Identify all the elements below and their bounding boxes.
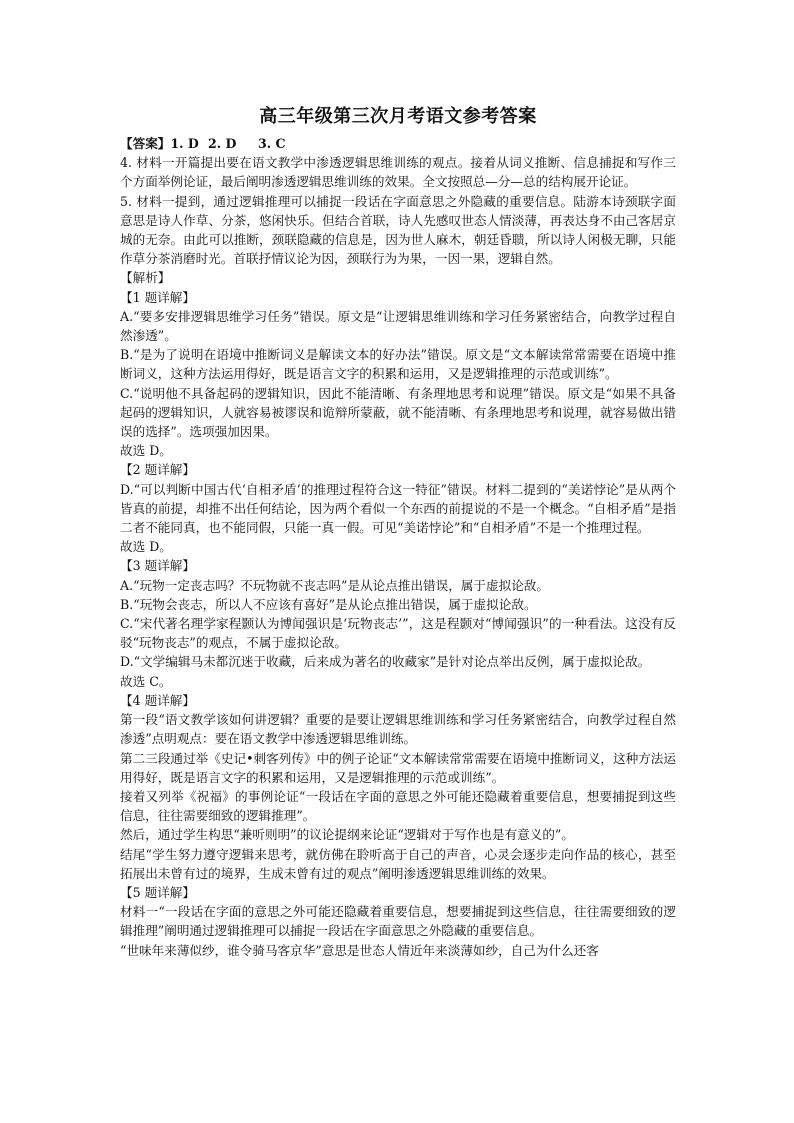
q3-heading: 【3 题详解】 — [120, 558, 195, 574]
q2-option-d: D.“可以判断中国古代‘自相矛盾’的推理过程符合这一特征”错误。材料二提到的“美诺悖论”是从两个皆真的前提，却推不出任何结论，因为两个看似一个东西的前提说的不是一个概念。“自相矛盾”是指二者不能同真，也不能同假，只能一真一假。可见“美诺悖论”和“自相矛盾”不是一个推理过程。 — [120, 481, 676, 536]
q3-option-b: B.“玩物会丧志，所以人不应该有喜好”是从论点推出错误，属于虚拟论敌。 — [120, 596, 537, 612]
q4-paragraph-1: 第一段“语文教学该如何讲逻辑？重要的是要让逻辑思维训练和学习任务紧密结合，向教学过程自然渗透”点明观点：要在语文教学中渗透逻辑思维训练。 — [120, 712, 676, 747]
answer-4-paragraph: 4. 材料一开篇提出要在语文教学中渗透逻辑思维训练的观点。接着从词义推断、信息捕捉和写作三个方面举例论证，最后阐明渗透逻辑思维训练的效果。全文按照总—分—总的结构展开论证。 — [120, 155, 676, 190]
q1-option-b: B.“是为了说明在语境中推断词义是解读文本的好办法”错误。原文是“文本解读常常需要在语境中推断词义，这种方法运用得好，既是语言文字的积累和运用，又是逻辑推理的示范或训练”。 — [120, 347, 676, 382]
q2-heading: 【2 题详解】 — [120, 462, 195, 478]
q1-option-a: A.“要多安排逻辑思维学习任务”错误。原文是“让逻辑思维训练和学习任务紧密结合，向教学过程自然渗透”。 — [120, 308, 676, 344]
q4-paragraph-3: 接着又列举《祝福》的事例论证“一段话在字面的意思之外可能还隐藏着重要信息，想要捕捉到这些信息，往往需要细致的逻辑推理”。 — [120, 788, 676, 824]
q2-conclusion: 故选 D。 — [120, 539, 172, 555]
answer-key-line — [120, 134, 676, 153]
answer-5-paragraph: 5. 材料一提到，通过逻辑推理可以捕捉一段话在字面意思之外隐藏的重要信息。陆游本诗颈联字面意思是诗人作草、分茶，悠闲快乐。但结合首联，诗人先感叹世态人情淡薄，再表达身不由己客居京城的无奈。由此可以推断，颈联隐藏的信息是，因为世人麻木，朝廷昏聩，所以诗人闲极无聊，只能作草分茶消磨时光。首联抒情议论为因，颈联行为为果，一因一果，逻辑自然。 — [120, 193, 676, 267]
q5-heading: 【5 题详解】 — [120, 884, 195, 900]
q3-option-a: A.“玩物一定丧志吗？不玩物就不丧志吗”是从论点推出错误，属于虚拟论敌。 — [120, 577, 549, 593]
analysis-heading: 【解析】 — [120, 270, 171, 286]
q3-option-d: D.“文学编辑马未都沉迷于收藏，后来成为著名的收藏家”是针对论点举出反例，属于虚拟论敌。 — [120, 654, 651, 670]
q1-option-c: C.“说明他不具备起码的逻辑知识，因此不能清晰、有条理地思考和说理”错误。原文是“如果不具备起码的逻辑知识，人就容易被谬误和诡辩所蒙蔽，就不能清晰、有条理地思考和说理，就容易做出错误的选择”。选项强加因果。 — [120, 385, 676, 440]
q4-paragraph-5: 结尾“学生努力遵守逻辑来思考，就仿佛在聆听高于自己的声音，心灵会逐步走向作品的核心，甚至拓展出未曾有过的境界，生成未曾有过的观点”阐明渗透逻辑思维训练的效果。 — [120, 846, 676, 881]
answer-2: 2. D — [208, 136, 237, 151]
q4-paragraph-2: 第二三段通过举《史记•刺客列传》中的例子论证“文本解读常常需要在语境中推断词义，这种方法运用得好，既是语言文字的积累和运用，又是逻辑推理的示范或训练”。 — [120, 750, 676, 785]
page-title: 高三年级第三次月考语文参考答案 — [259, 106, 537, 127]
q1-heading: 【1 题详解】 — [120, 289, 195, 305]
q4-paragraph-4: 然后，通过学生构思“兼听则明”的议论提纲来论证“逻辑对于写作也是有意义的”。 — [120, 827, 574, 843]
q3-conclusion: 故选 C。 — [120, 673, 172, 689]
q5-paragraph-2: “世味年来薄似纱，谁令骑马客京华”意思是世态人情近年来淡薄如纱，自己为什么还客 — [120, 942, 599, 958]
q1-conclusion: 故选 D。 — [120, 443, 172, 459]
answer-3: 3. C — [258, 136, 286, 151]
q5-paragraph-1: 材料一“一段话在字面的意思之外可能还隐藏着重要信息，想要捕捉到这些信息，往往需要细致的逻辑推理”阐明通过逻辑推理可以捕捉一段话在字面意思之外隐藏的重要信息。 — [120, 904, 676, 939]
document-page — [120, 104, 676, 960]
q3-option-c: C.“宋代著名理学家程颢认为博闻强识是‘玩物丧志’”，这是程颢对“博闻强识”的一种看法。这没有反驳“玩物丧志”的观点，不属于虚拟论敌。 — [120, 616, 676, 651]
q4-heading: 【4 题详解】 — [120, 692, 195, 708]
answer-1: 【答案】1. D — [120, 136, 199, 151]
